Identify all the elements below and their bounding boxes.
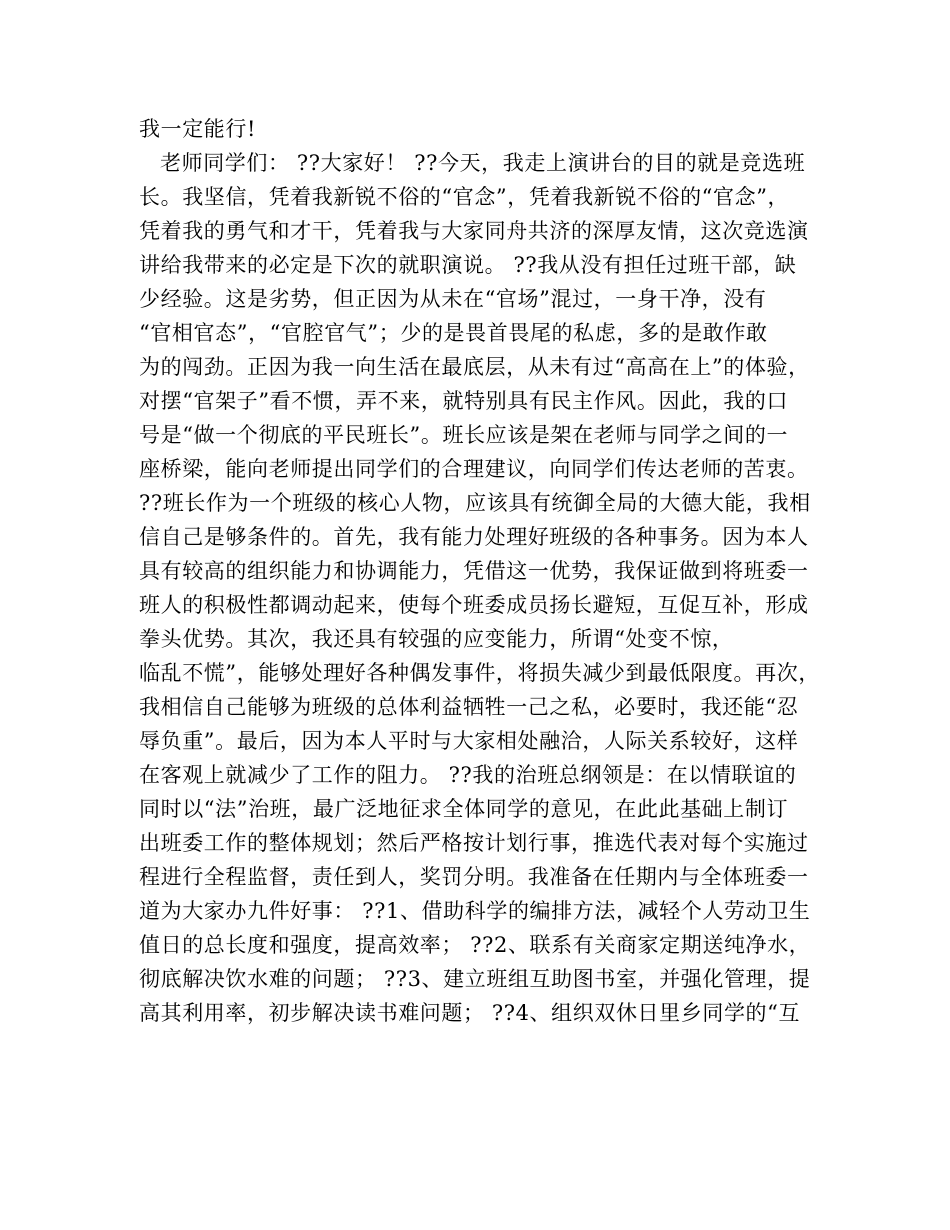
paragraph-line: 讲给我带来的必定是下次的就职演说。 ??我从没有担任过班干部，缺 [139, 253, 797, 277]
paragraph-line: 我相信自己能够为班级的总体利益牺牲一己之私，必要时，我还能“忍 [139, 695, 799, 719]
paragraph-line: “官相官态”，“官腔官气”；少的是畏首畏尾的私虑，多的是敢作敢 [139, 321, 768, 345]
paragraph-line: 值日的总长度和强度，提高效率； ??2、联系有关商家定期送纯净水， [139, 933, 811, 957]
paragraph-line: 出班委工作的整体规划；然后严格按计划行事，推选代表对每个实施过 [139, 831, 809, 855]
paragraph-line: 班人的积极性都调动起来，使每个班委成员扬长避短，互促互补，形成 [139, 593, 809, 617]
paragraph-line: 座桥梁，能向老师提出同学们的合理建议，向同学们传达老师的苦衷。 [139, 457, 809, 481]
paragraph-line: ??班长作为一个班级的核心人物，应该具有统御全局的大德大能，我相 [139, 491, 811, 515]
paragraph-line: 老师同学们： ??大家好！ ??今天，我走上演讲台的目的就是竞选班 [160, 151, 806, 175]
paragraph-line: 少经验。这是劣势，但正因为从未在“官场”混过，一身干净，没有 [139, 287, 767, 311]
paragraph-line: 辱负重”。最后，因为本人平时与大家相处融洽，人际关系较好，这样 [139, 729, 799, 753]
paragraph-line: 具有较高的组织能力和协调能力，凭借这一优势，我保证做到将班委一 [139, 559, 809, 583]
paragraph-line: 号是“做一个彻底的平民班长”。班长应该是架在老师与同学之间的一 [139, 423, 789, 447]
paragraph-line: 临乱不慌”，能够处理好各种偶发事件，将损失减少到最低限度。再次， [139, 661, 820, 685]
paragraph-line: 彻底解决饮水难的问题； ??3、建立班组互助图书室，并强化管理，提 [139, 967, 811, 991]
paragraph-line: 信自己是够条件的。首先，我有能力处理好班级的各种事务。因为本人 [139, 525, 809, 549]
paragraph-line: 道为大家办九件好事： ??1、借助科学的编排方法，减轻个人劳动卫生 [139, 899, 811, 923]
paragraph-line: 同时以“法”治班，最广泛地征求全体同学的意见，在此此基础上制订 [139, 797, 789, 821]
paragraph-line: 长。我坚信，凭着我新锐不俗的“官念”，凭着我新锐不俗的“官念”， [139, 185, 790, 209]
paragraph-line: 对摆“官架子”看不惯，弄不来，就特别具有民主作风。因此，我的口 [139, 389, 789, 413]
paragraph-line: 在客观上就减少了工作的阻力。 ??我的治班总纲领是：在以情联谊的 [139, 763, 797, 787]
paragraph-line: 凭着我的勇气和才干，凭着我与大家同舟共济的深厚友情，这次竞选演 [139, 219, 809, 243]
paragraph-line: 拳头优势。其次，我还具有较强的应变能力，所谓“处变不惊， [139, 627, 734, 651]
paragraph-line: 为的闯劲。正因为我一向生活在最底层，从未有过“高高在上”的体验， [139, 355, 810, 379]
paragraph-line: 程进行全程监督，责任到人，奖罚分明。我准备在任期内与全体班委一 [139, 865, 809, 889]
paragraph-line: 高其利用率，初步解决读书难问题； ??4、组织双休日里乡同学的“互 [139, 1001, 801, 1025]
document-title: 我一定能行! [139, 117, 257, 141]
